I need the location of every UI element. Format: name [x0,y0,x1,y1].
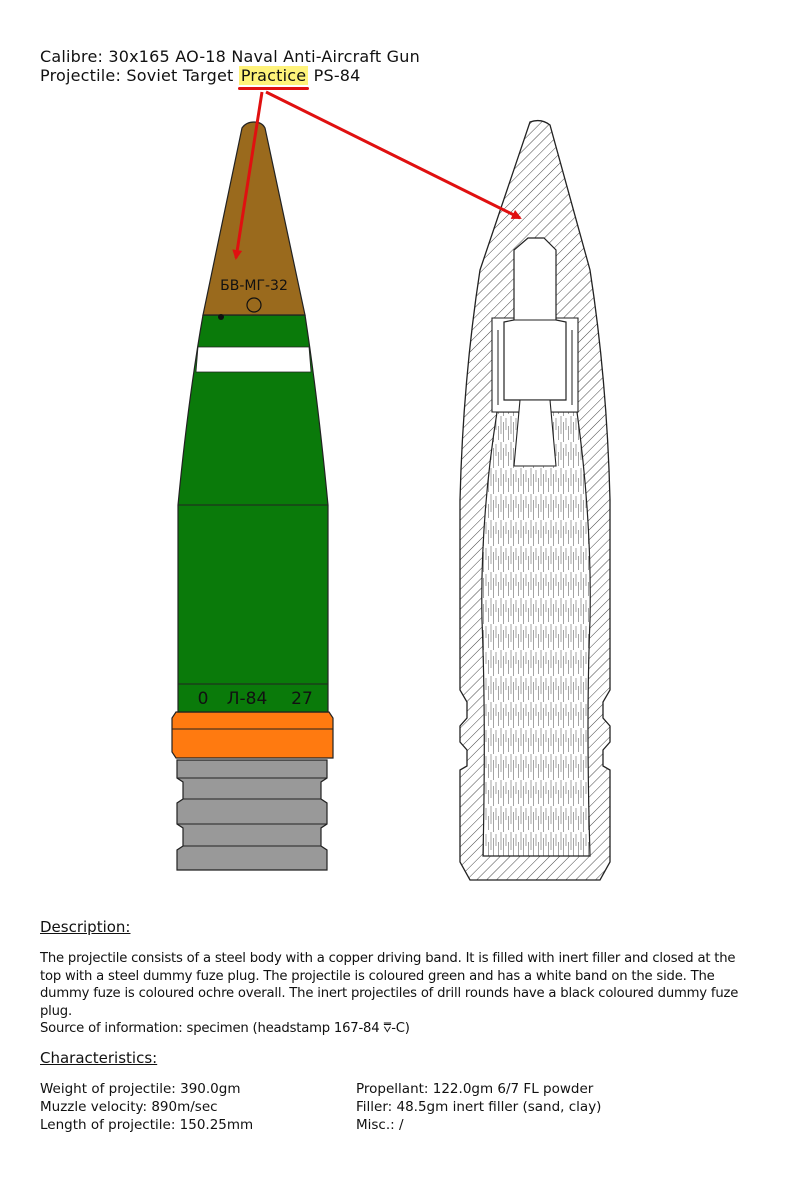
source-of-information: Source of information: specimen (headstamp 167-84 ⩢-C) [40,1021,410,1036]
body-marking-center: Л-84 [226,689,268,709]
muzzle-velocity: Muzzle velocity: 890m/sec [40,1099,218,1115]
fuze-marking-text: БВ-МГ-32 [220,278,288,294]
characteristics-section [40,1049,157,1067]
weight-of-projectile: Weight of projectile: 390.0gm [40,1081,241,1097]
projectile-line-suffix: PS-84 [308,66,361,85]
plug-stem [514,400,556,466]
characteristics-left [40,1080,253,1134]
calibre-line: Calibre: 30x165 AO-18 Naval Anti-Aircraft Gun [40,47,420,66]
characteristics-title: Characteristics: [40,1049,158,1067]
description-title: Description: [40,918,131,936]
projectile-base [177,760,327,870]
description-section [40,918,130,936]
projectile-body [178,315,328,712]
body-marking-right: 27 [291,689,313,709]
propellant: Propellant: 122.0gm 6/7 FL powder [356,1081,594,1097]
highlighted-word: Practice [240,66,307,85]
driving-band [172,712,333,758]
body-marking-left: 0 [197,689,209,709]
description-body [40,950,755,1038]
length-of-projectile: Length of projectile: 150.25mm [40,1117,254,1133]
white-stripe [196,347,311,372]
projectile-exterior [172,122,333,870]
projectile-cross-section [460,121,610,880]
inert-filler [482,412,590,856]
characteristics-right [356,1080,601,1134]
arrow-to-section [266,92,520,218]
filler: Filler: 48.5gm inert filler (sand, clay) [356,1099,602,1115]
misc: Misc.: / [356,1117,404,1133]
projectile-line-prefix: Projectile: Soviet Target [40,66,239,85]
description-text: The projectile consists of a steel body with a copper driving band. It is filled with inert filler and closed at the top with a steel dummy fuze plug. The projectile is coloured green and has a white band on the side. The dummy fuze is coloured ochre overall. The inert projectiles of drill rounds have a black coloured dummy fuze plug. [40,951,739,1019]
fuze-dot [218,314,224,320]
